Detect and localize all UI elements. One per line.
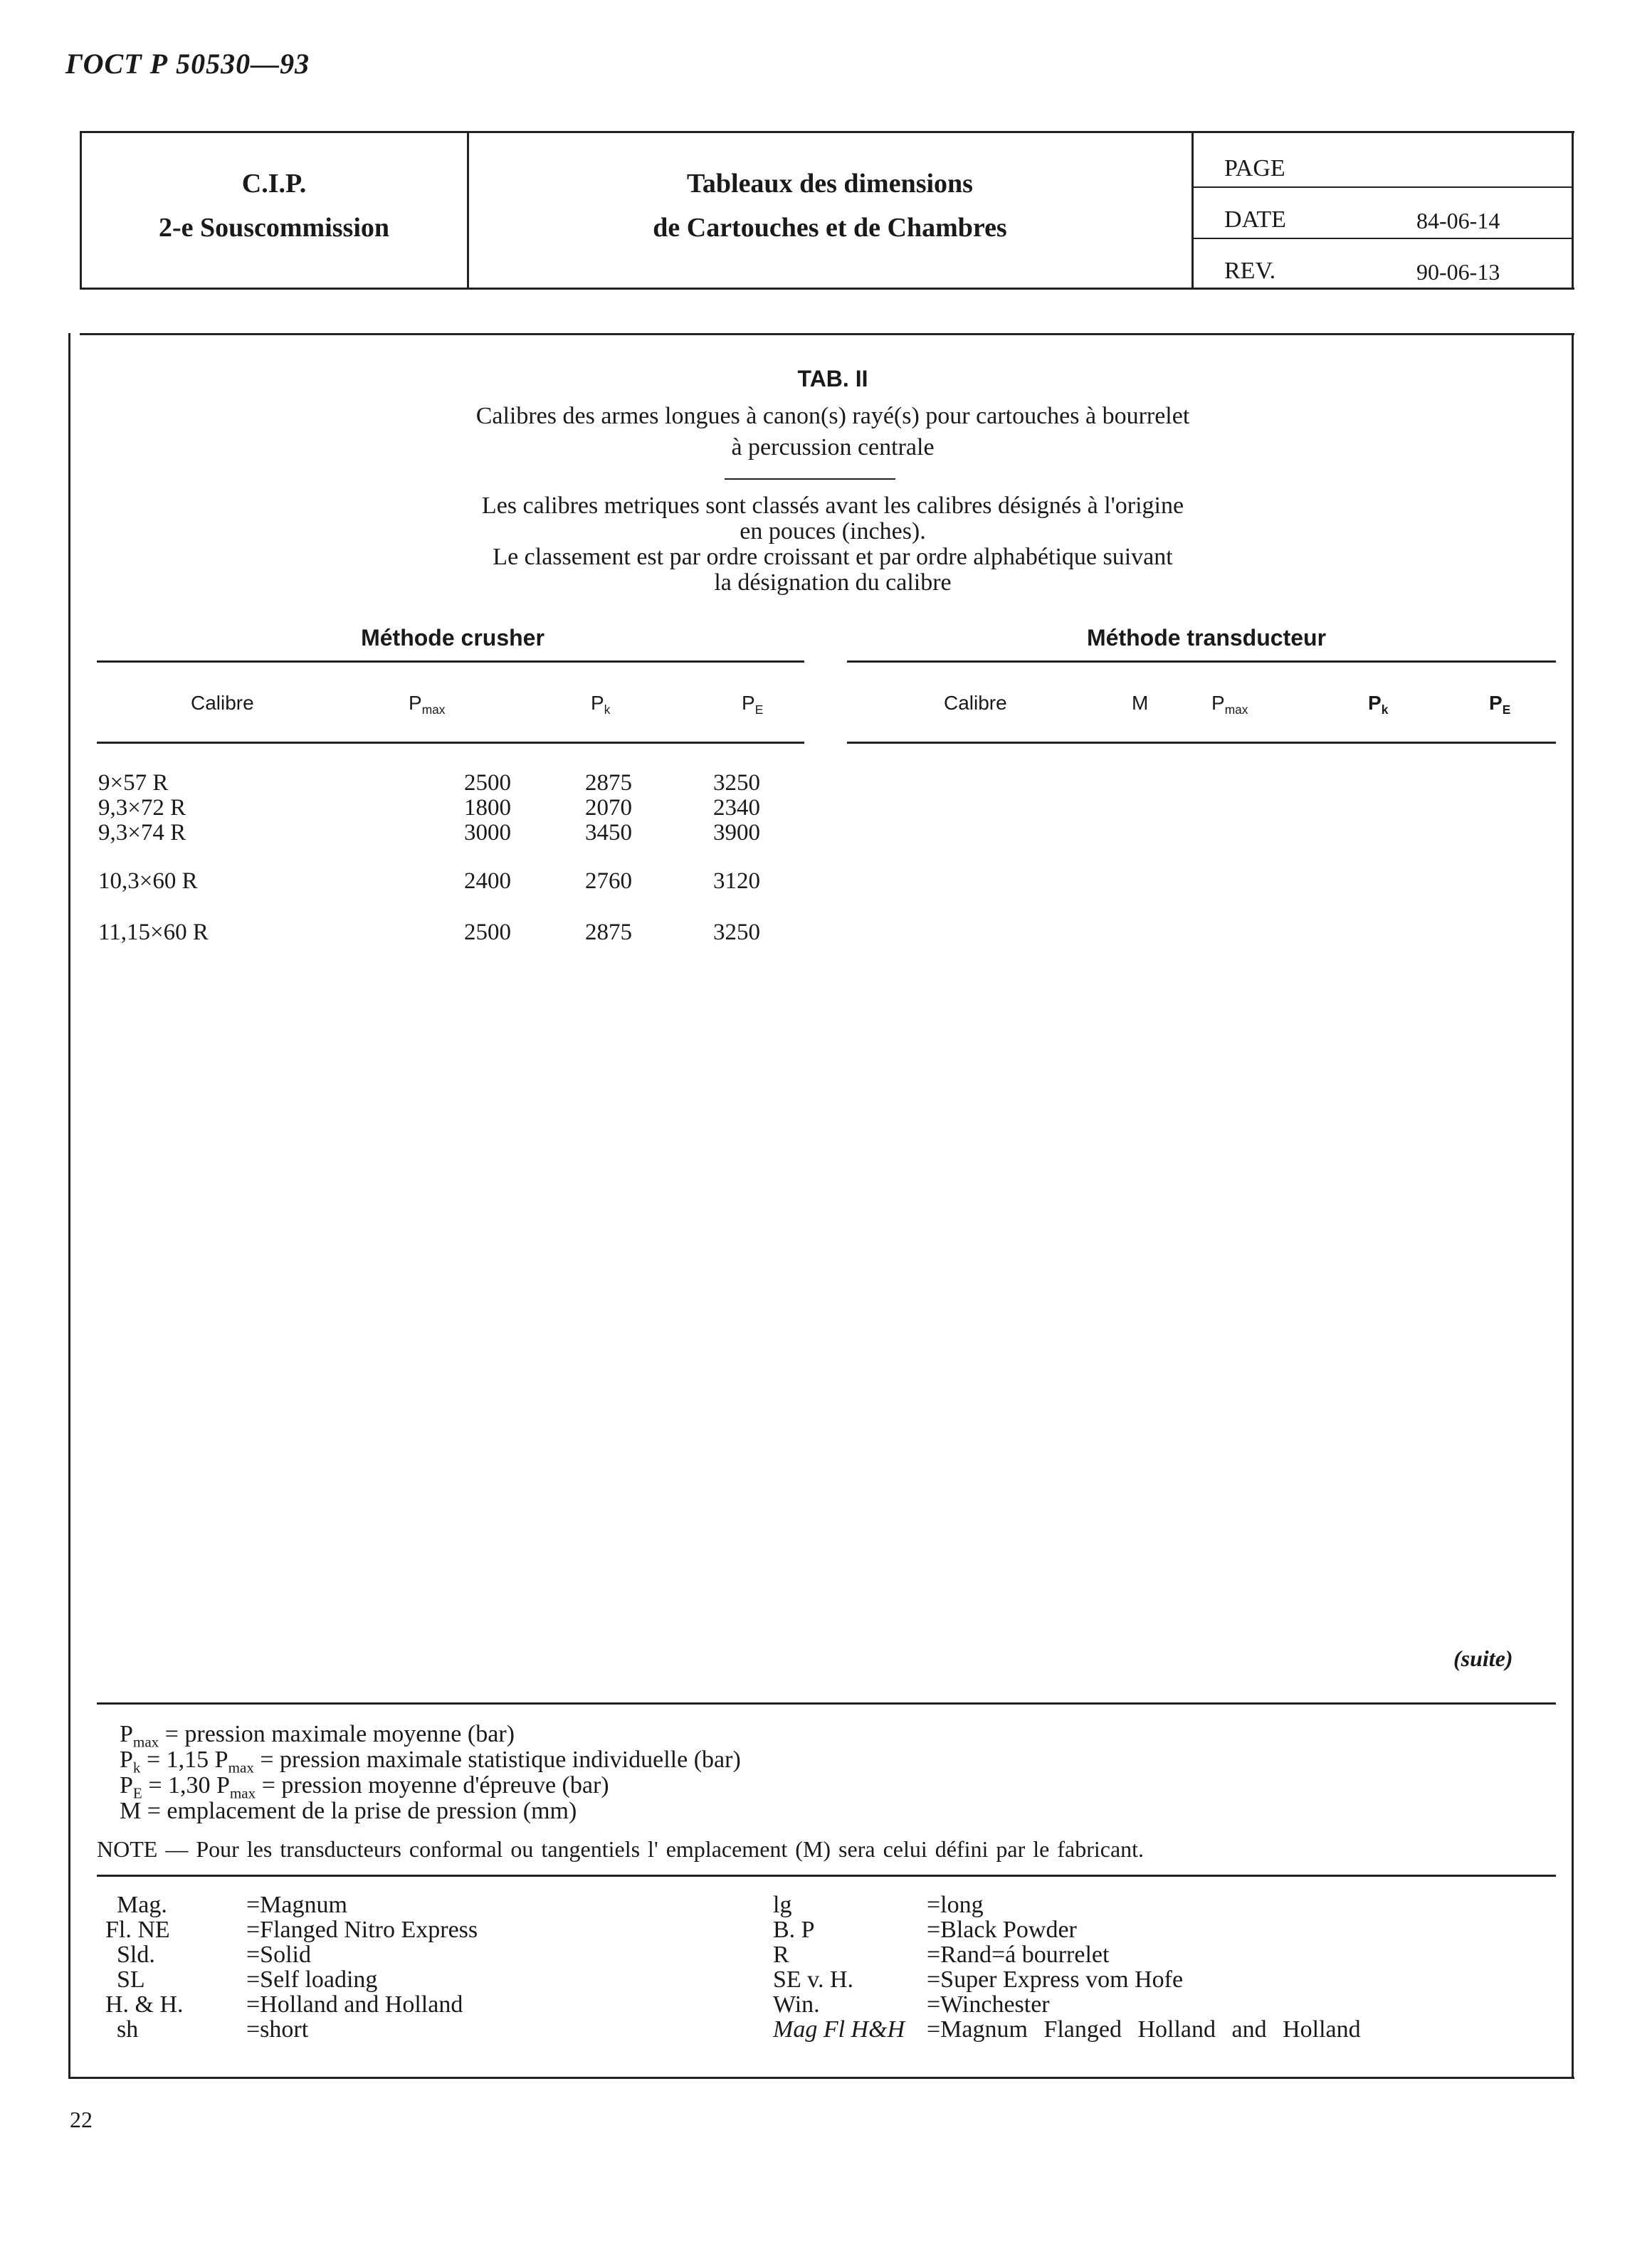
abbr-meaning: =Magnum	[246, 1892, 347, 1918]
pk-formula: = 1,15 P	[140, 1747, 228, 1773]
row-calibre: 9,3×74 R	[98, 820, 186, 846]
abbr-term: SL	[117, 1966, 145, 1993]
table-row	[98, 795, 810, 821]
crusher-col-pe-symbol: P	[742, 692, 755, 714]
row-pmax: 2400	[464, 868, 511, 894]
row-pe: 3250	[713, 770, 760, 796]
abbr-term: H. & H.	[105, 1991, 184, 2018]
row-pe: 3250	[713, 920, 760, 945]
crusher-col-pk-sub: k	[604, 702, 611, 717]
document-code: ГОСТ Р 50530—93	[65, 48, 310, 80]
doc-title-line-2: de Cartouches et de Chambres	[653, 213, 1007, 243]
definition-m: M = emplacement de la prise de pression (mm)	[120, 1798, 577, 1824]
header-divider-1	[467, 131, 469, 289]
transducteur-col-m: M	[1132, 692, 1149, 714]
row-pmax: 2500	[464, 770, 511, 796]
header-left-rule	[80, 131, 82, 289]
abbr-meaning: =long	[927, 1892, 984, 1918]
row-pk: 2760	[585, 868, 632, 894]
row-calibre: 11,15×60 R	[98, 920, 209, 945]
row-pk: 2875	[585, 920, 632, 945]
frame-top-rule	[80, 333, 1574, 335]
org-name: C.I.P.	[241, 169, 307, 199]
transducteur-col-rule	[847, 742, 1556, 744]
abbr-meaning: =Magnum Flanged Holland and Holland	[927, 2016, 1361, 2043]
header-divider-2	[1191, 131, 1194, 289]
abbr-term: sh	[117, 2016, 139, 2043]
row-calibre: 10,3×60 R	[98, 868, 198, 894]
crusher-col-rule	[97, 742, 804, 744]
row-pe: 3120	[713, 868, 760, 894]
transducteur-col-pmax-sub: max	[1224, 702, 1248, 717]
crusher-head-rule	[97, 660, 804, 663]
row-pk: 3450	[585, 820, 632, 846]
transducteur-col-pe	[1489, 692, 1510, 717]
abbr-meaning: =short	[246, 2016, 309, 2043]
note: NOTE — Pour les transducteurs conformal ou tangentiels l' emplacement (M) sera celui défini par le fabricant.	[97, 1836, 1145, 1862]
intro-line-1: Les calibres metriques sont classés avant les calibres désignés à l'origine	[481, 493, 1184, 519]
abbr-meaning: =Super Express vom Hofe	[927, 1966, 1184, 1993]
pk-subscript: k	[132, 1759, 141, 1776]
rev-label: REV.	[1224, 258, 1276, 284]
definitions-top-rule	[97, 1702, 1556, 1705]
abbr-term: Fl. NE	[105, 1917, 170, 1943]
pe-symbol: P	[120, 1772, 133, 1799]
pmax-definition: = pression maximale moyenne (bar)	[159, 1721, 515, 1747]
pe-subscript: E	[132, 1784, 142, 1802]
table-row	[98, 868, 810, 894]
abbr-term: R	[773, 1942, 789, 1968]
abbr-term: B. P	[773, 1917, 815, 1943]
abbr-term: Sld.	[117, 1942, 155, 1968]
meta-rule-1	[1191, 186, 1573, 188]
date-value: 84-06-14	[1416, 208, 1500, 233]
org-subcommission: 2-e Souscommission	[158, 213, 390, 243]
abbr-term: Win.	[773, 1991, 820, 2018]
abbr-term: Mag Fl H&H	[773, 2016, 905, 2043]
transducteur-col-pk-symbol: P	[1368, 692, 1382, 714]
header-bottom-rule	[80, 288, 1574, 290]
abbr-meaning: =Holland and Holland	[246, 1991, 463, 2018]
abbr-meaning: =Self loading	[246, 1966, 378, 1993]
page-label: PAGE	[1224, 155, 1285, 181]
doc-title-line-1: Tableaux des dimensions	[687, 169, 973, 199]
row-pk: 2875	[585, 770, 632, 796]
crusher-col-pk	[591, 692, 610, 717]
transducteur-col-calibre: Calibre	[944, 692, 1007, 714]
pk-formula-subscript: max	[228, 1759, 254, 1776]
abbr-meaning: =Rand=á bourrelet	[927, 1942, 1110, 1968]
transducteur-col-pe-sub: E	[1502, 702, 1511, 717]
intro-line-2: en pouces (inches).	[740, 518, 926, 544]
intro-line-3: Le classement est par ordre croissant et par ordre alphabétique suivant	[493, 544, 1173, 570]
continuation-note: (suite)	[1453, 1645, 1513, 1671]
frame-left-rule	[68, 333, 70, 2078]
row-pk: 2070	[585, 795, 632, 821]
title-separator	[725, 478, 895, 480]
pk-definition: = pression maximale statistique individuelle (bar)	[253, 1747, 741, 1773]
rev-value: 90-06-13	[1416, 259, 1500, 285]
row-pe: 2340	[713, 795, 760, 821]
transducteur-col-pe-symbol: P	[1489, 692, 1503, 714]
row-pmax: 2500	[464, 920, 511, 945]
pe-formula-subscript: max	[229, 1784, 256, 1802]
pe-formula: = 1,30 P	[142, 1772, 230, 1799]
crusher-heading: Méthode crusher	[361, 625, 544, 651]
header-top-rule	[80, 131, 1574, 133]
abbreviations-top-rule	[97, 1875, 1556, 1877]
intro-line-4: la désignation du calibre	[714, 569, 952, 596]
transducteur-heading: Méthode transducteur	[1086, 625, 1327, 651]
table-subtitle-line-1: Calibres des armes longues à canon(s) rayé(s) pour cartouches à bourrelet	[475, 403, 1190, 429]
row-calibre: 9×57 R	[98, 770, 169, 796]
crusher-col-calibre: Calibre	[191, 692, 254, 714]
transducteur-col-pmax	[1211, 692, 1248, 717]
table-row	[98, 770, 810, 796]
abbr-meaning: =Winchester	[927, 1991, 1050, 2018]
transducteur-head-rule	[847, 660, 1556, 663]
crusher-col-pk-symbol: P	[591, 692, 604, 714]
pk-symbol: P	[120, 1747, 133, 1773]
crusher-col-pmax-symbol: P	[409, 692, 422, 714]
crusher-col-pe	[742, 692, 763, 717]
date-label: DATE	[1224, 206, 1286, 233]
abbr-term: Mag.	[117, 1892, 167, 1918]
crusher-col-pmax-sub: max	[421, 702, 446, 717]
abbr-meaning: =Black Powder	[927, 1917, 1077, 1943]
table-number: TAB. II	[797, 366, 868, 391]
abbr-term: lg	[773, 1892, 792, 1918]
row-pe: 3900	[713, 820, 760, 846]
meta-rule-2	[1191, 238, 1573, 239]
table-subtitle-line-2: à percussion centrale	[731, 434, 935, 460]
pmax-symbol: P	[120, 1721, 133, 1747]
pe-definition: = pression moyenne d'épreuve (bar)	[256, 1772, 609, 1799]
pmax-subscript: max	[132, 1733, 159, 1751]
header-right-rule	[1572, 131, 1574, 289]
table-row	[98, 820, 810, 846]
abbr-meaning: =Flanged Nitro Express	[246, 1917, 478, 1943]
frame-bottom-rule	[68, 2077, 1574, 2079]
crusher-col-pmax	[409, 692, 445, 717]
row-calibre: 9,3×72 R	[98, 795, 186, 821]
transducteur-col-pk-sub: k	[1381, 702, 1389, 717]
crusher-col-pe-sub: E	[754, 702, 764, 717]
abbr-meaning: =Solid	[246, 1942, 311, 1968]
row-pmax: 3000	[464, 820, 511, 846]
page-number: 22	[70, 2107, 93, 2132]
row-pmax: 1800	[464, 795, 511, 821]
frame-right-rule	[1572, 333, 1574, 2078]
transducteur-col-pmax-symbol: P	[1211, 692, 1225, 714]
table-row	[98, 920, 810, 945]
transducteur-col-pk	[1368, 692, 1388, 717]
abbr-term: SE v. H.	[773, 1966, 854, 1993]
